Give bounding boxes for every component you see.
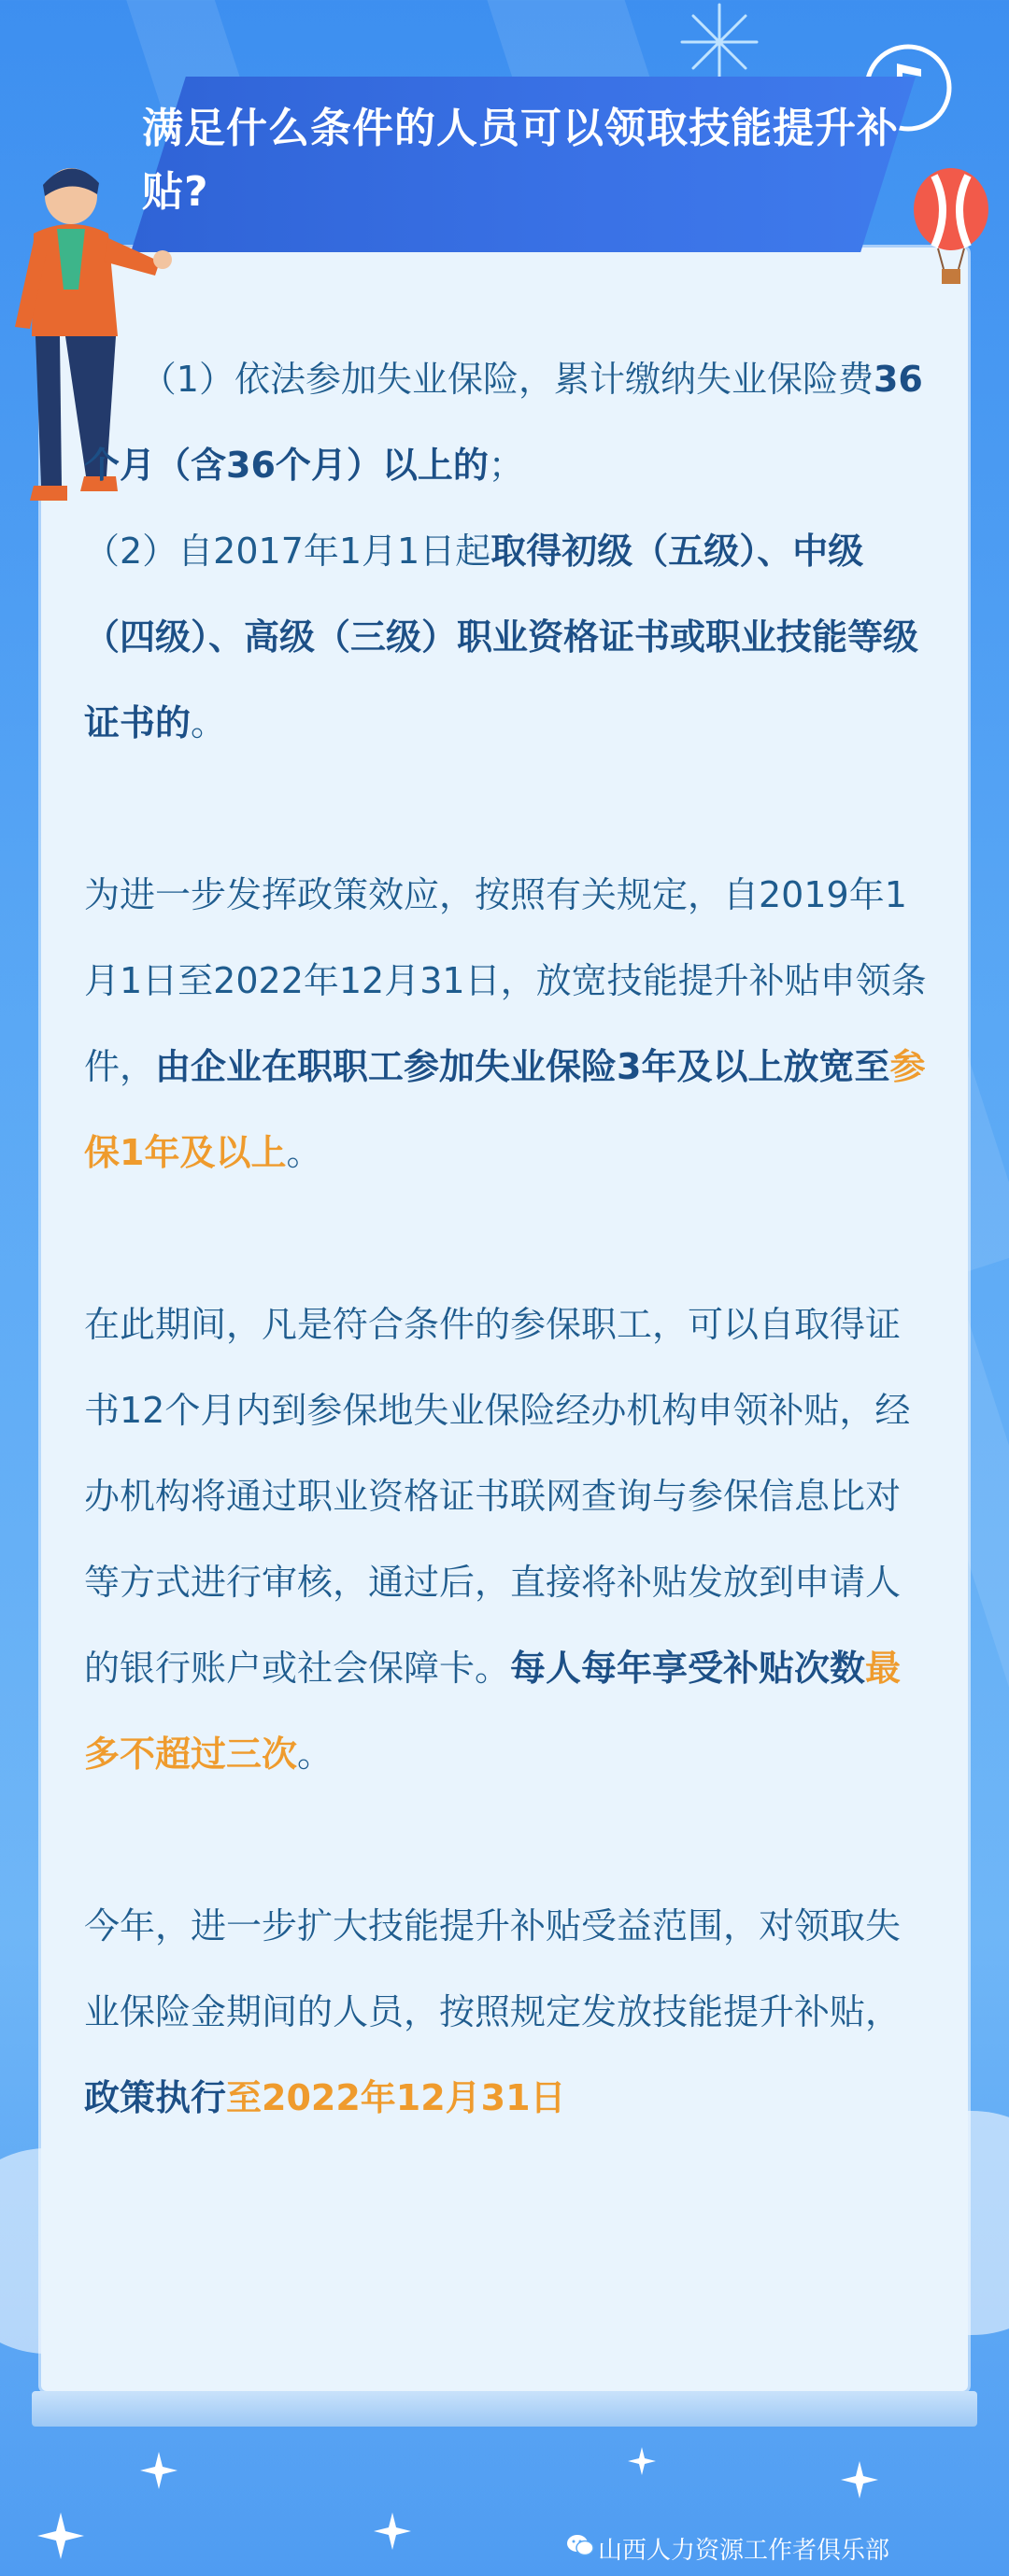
hot-air-balloon-illustration [906, 166, 996, 297]
text-run-highlight: 参保1年及以上 [84, 1046, 926, 1173]
text-run-highlight: 最多不超过三次 [84, 1648, 902, 1775]
text-run: 在此期间，凡是符合条件的参保职工，可以自取得证书12个月内到参保地失业保险经办机构申领补贴，经办机构将通过职业资格证书联网查询与参保信息比对等方式进行审核，通过后，直接将补贴发放到申请人的银行账户或社会保障卡。 [84, 1304, 911, 1689]
text-run-bold: 由企业在职职工参加失业保险3年及以上放宽至 [155, 1046, 890, 1087]
text-run: 。 [286, 1132, 322, 1173]
wechat-icon [566, 2533, 594, 2557]
text-run: 为进一步发挥政策效应，按照有关规定，自2019年1月1日至2022年12月31日，放宽技能提升补贴申领条件， [84, 874, 927, 1087]
card-base [32, 2391, 977, 2427]
text-run-bold: 政策执行 [84, 2077, 227, 2118]
text-run: 今年，进一步扩大技能提升补贴受益范围，对领取失业保险金期间的人员，按照规定发放技能提升补贴， [84, 1905, 902, 2032]
star-decoration [37, 2512, 84, 2559]
condition-1 [84, 336, 934, 508]
condition-2 [84, 508, 934, 766]
relax-paragraph [84, 852, 934, 1196]
star-decoration [140, 2452, 178, 2489]
text-run-bold: 每人每年享受补贴次数 [510, 1648, 866, 1689]
star-decoration [374, 2512, 411, 2550]
article-body [84, 336, 934, 2141]
process-paragraph [84, 1281, 934, 1797]
text-run: （2）自2017年1月1日起 [84, 531, 491, 572]
text-run: 。 [191, 702, 227, 743]
star-decoration [841, 2461, 878, 2498]
text-run-bold: 取得初级（五级）、中级（四级）、高级（三级）职业资格证书或职业技能等级证书的 [84, 531, 919, 743]
text-run: 。 [297, 1734, 334, 1775]
page-title: 满足什么条件的人员可以领取技能提升补贴? [142, 105, 899, 216]
text-run-highlight: 至2022年12月31日 [226, 2077, 566, 2118]
text-run-bold: 36个月（含36个月）以上的 [84, 359, 923, 486]
expand-paragraph [84, 1883, 934, 2141]
source-watermark: 山西人力资源工作者俱乐部 [598, 2537, 890, 2565]
text-run: （1）依法参加失业保险，累计缴纳失业保险费 [140, 359, 874, 400]
text-run: ； [488, 445, 524, 486]
firework-decoration [673, 0, 766, 84]
star-decoration [628, 2447, 656, 2475]
